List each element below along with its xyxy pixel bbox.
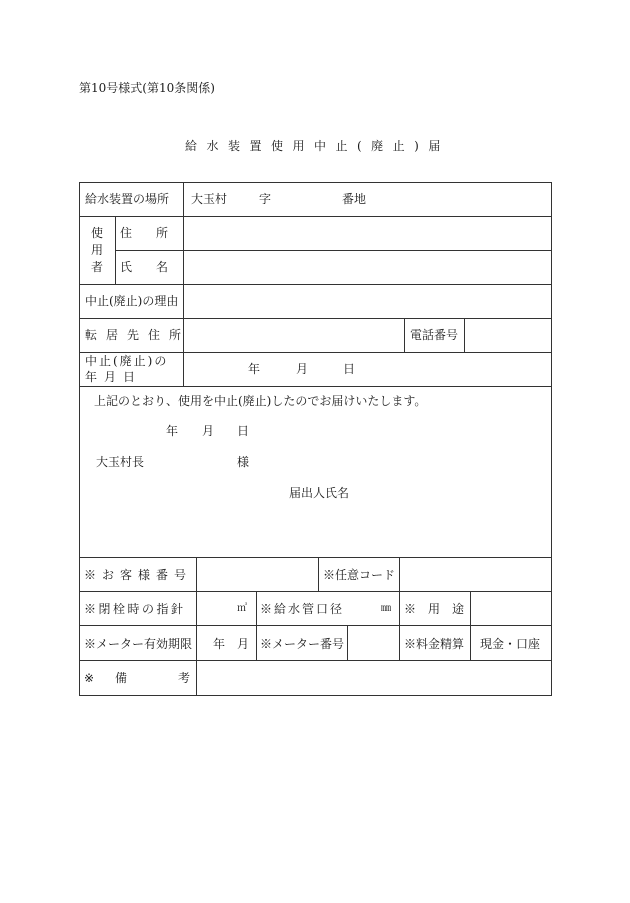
- pipe-diameter-label: ※給水管口径: [260, 602, 345, 616]
- meter-number-label: ※メーター番号: [260, 637, 345, 651]
- applicant-name-label: 届出人氏名: [289, 486, 350, 500]
- expiry-month-label: 月: [237, 637, 250, 651]
- table-rule: [464, 318, 465, 352]
- table-rule: [399, 591, 400, 660]
- meter-expiry-label: ※メーター有効期限: [84, 637, 193, 651]
- table-border-bottom: [79, 695, 551, 696]
- honorific: 様: [237, 455, 250, 469]
- remarks-label: [84, 670, 190, 686]
- table-rule: [79, 216, 551, 217]
- date-label-line1: 中止(廃止)の: [85, 354, 169, 368]
- declaration-day-label: 日: [237, 424, 250, 438]
- table-rule: [196, 557, 197, 695]
- cubic-meter-unit: ㎥: [237, 603, 247, 614]
- table-border-right: [551, 182, 552, 696]
- table-rule: [183, 182, 184, 386]
- location-aza: 字: [259, 192, 272, 206]
- table-rule: [79, 386, 551, 387]
- form-title: 給水装置使用中止(廃止)届: [185, 139, 450, 153]
- fee-settlement-value: 現金・口座: [480, 637, 541, 651]
- date-month-label: 月: [296, 362, 309, 376]
- declaration-month-label: 月: [202, 424, 215, 438]
- fee-settlement-label: ※料金精算: [404, 637, 465, 651]
- table-rule: [318, 557, 319, 591]
- date-day-label: 日: [343, 362, 356, 376]
- millimeter-unit: ㎜: [381, 603, 391, 614]
- customer-number-label: ※お客様番号: [84, 568, 193, 582]
- meter-reading-label: ※閉栓時の指針: [84, 602, 186, 616]
- new-address-label: 転居先住所: [85, 328, 191, 342]
- declaration-year-label: 年: [166, 424, 179, 438]
- address-label: 住 所: [120, 226, 169, 240]
- table-rule: [79, 557, 551, 558]
- user-label-char: 使: [91, 226, 104, 240]
- table-rule: [115, 250, 551, 251]
- phone-label: 電話番号: [410, 328, 459, 342]
- user-label-char: 用: [91, 243, 104, 257]
- table-rule: [399, 557, 400, 591]
- addressee: 大玉村長: [96, 455, 145, 469]
- name-label: 氏 名: [120, 260, 169, 274]
- location-label: 給水装置の場所: [85, 192, 170, 206]
- form-number: 第10号様式(第10条関係): [79, 81, 215, 95]
- table-rule: [470, 591, 471, 660]
- remarks-label-char: 備: [115, 671, 128, 685]
- table-rule: [79, 625, 551, 626]
- expiry-year-label: 年: [213, 637, 226, 651]
- table-rule: [79, 318, 551, 319]
- table-rule: [404, 318, 405, 352]
- table-rule: [79, 660, 551, 661]
- user-label-char: 者: [91, 260, 104, 274]
- remarks-label-char: 考: [177, 671, 190, 685]
- remarks-label-char: ※: [84, 671, 95, 685]
- optional-code-label: ※任意コード: [323, 568, 396, 582]
- table-border-left: [79, 182, 80, 696]
- location-banchi: 番地: [342, 192, 367, 206]
- table-rule: [256, 591, 257, 660]
- table-rule: [115, 216, 116, 284]
- date-year-label: 年: [248, 362, 261, 376]
- declaration-statement: 上記のとおり、使用を中止(廃止)したのでお届けいたします。: [94, 394, 427, 408]
- location-village: 大玉村: [191, 192, 228, 206]
- usage-label: ※ 用 途: [404, 602, 465, 616]
- table-rule: [79, 284, 551, 285]
- date-label-line2: 年月日: [85, 370, 143, 384]
- reason-label: 中止(廃止)の理由: [85, 294, 179, 308]
- table-rule: [79, 591, 551, 592]
- table-rule: [347, 625, 348, 660]
- table-border-top: [79, 182, 551, 183]
